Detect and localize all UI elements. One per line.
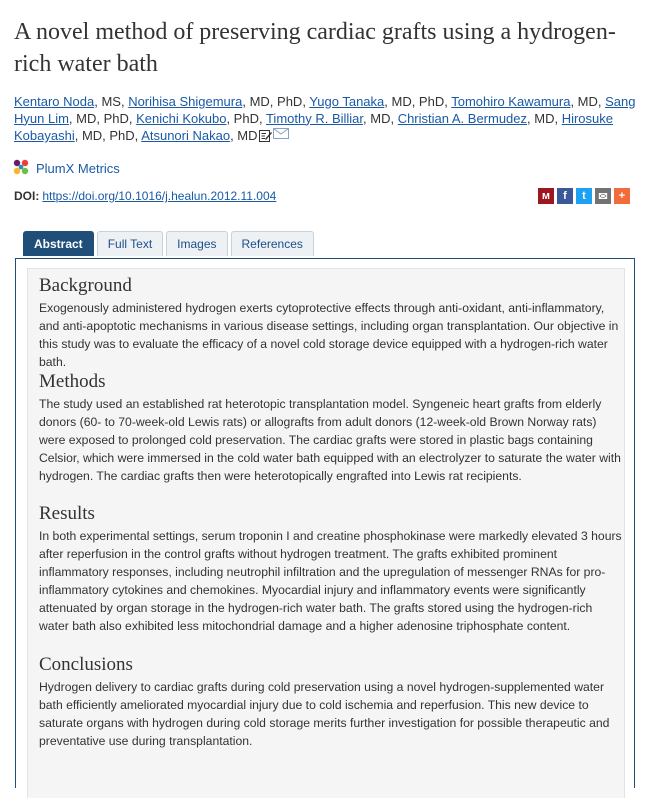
author-link[interactable]: Atsunori Nakao xyxy=(141,128,231,143)
author-degrees: , MD, PhD, xyxy=(242,94,310,109)
methods-text: The study used an established rat heterotopic transplantation model. Syngeneic heart grafts from elderly donors (60- to 70-week-old Lewis rats) or allografts from adult donors (12-week-old Brown Norway rats) were exposed to prolonged cold preservation. The cardiac grafts were stored in plastic bags containing Celsior, which were immersed in the cold water bath equipped with an electrolyzer to saturate the water with hydrogen. The cardiac grafts then were heterotopically engrafted into Lewis rat recipients. xyxy=(39,397,621,483)
background-heading: Background xyxy=(39,275,132,296)
author-link[interactable]: Sang Hyun Lim xyxy=(14,94,636,126)
edit-icon[interactable] xyxy=(259,129,272,147)
plumx-link[interactable]: PlumX Metrics xyxy=(36,160,120,176)
author-degrees: , MS, xyxy=(94,94,129,109)
article-title: A novel method of preserving cardiac grafts using a hydrogen-rich water bath xyxy=(14,19,616,77)
tab-images[interactable]: Images xyxy=(166,231,227,256)
tab-abstract[interactable]: Abstract xyxy=(23,231,94,256)
abstract-body xyxy=(27,268,625,798)
article-tabs xyxy=(23,231,314,256)
author-degrees: , MD, xyxy=(363,110,398,126)
tab-references[interactable]: References xyxy=(231,231,314,256)
mendeley-icon[interactable]: ᴍ xyxy=(538,188,554,204)
author-link[interactable]: Kentaro Noda xyxy=(14,94,95,109)
results-text: In both experimental settings, serum troponin I and creatine phosphokinase were markedly elevated 3 hours after reperfusion in the control grafts without hydrogen treatment. The grafts exhibited prominent inflammatory responses, including neutrophil infiltration and the upregulation of messenger RNAs for pro-inflammatory cytokines and chemokines. Myocardial injury and inflammatory events were significantly attenuated by organ storage in the hydrogen-rich water bath. The grafts stored using the hydrogen-rich water bath also exhibited less mitochondrial damage and a higher adenosine triphosphate content. xyxy=(39,529,622,633)
plumx-metrics[interactable] xyxy=(12,158,120,178)
abstract-panel xyxy=(15,258,635,788)
conclusions-text: Hydrogen delivery to cardiac grafts during cold preservation using a novel hydrogen-supplemented water bath efficiently ameliorated myocardial injury due to cold ischemia and reperfusion. This new device to saturate organs with hydrogen during cold storage merits further investigation for possible therapeutic and preventative use during transplantation. xyxy=(39,680,610,748)
more-share-icon[interactable]: + xyxy=(614,188,630,204)
author-link[interactable]: Hirosuke Kobayashi xyxy=(14,110,613,143)
author-degrees: , MD xyxy=(230,128,258,143)
tab-full-text[interactable]: Full Text xyxy=(97,231,163,256)
methods-heading: Methods xyxy=(39,371,106,392)
author-link[interactable]: Kenichi Kokubo xyxy=(136,110,227,126)
doi-link[interactable]: https://doi.org/10.1016/j.healun.2012.11.004 xyxy=(42,189,277,203)
author-list xyxy=(14,94,638,147)
doi-row xyxy=(14,189,276,203)
author-link[interactable]: Norihisa Shigemura xyxy=(128,94,243,109)
plumx-icon xyxy=(12,158,30,179)
author-degrees: , PhD, xyxy=(226,110,266,126)
author-link[interactable]: Timothy R. Billiar xyxy=(265,110,364,126)
author-link[interactable]: Tomohiro Kawamura xyxy=(451,94,571,109)
author-degrees: , MD, PhD, xyxy=(74,128,142,143)
author-degrees: , MD, xyxy=(570,94,606,109)
email-share-icon[interactable]: ✉ xyxy=(595,188,611,204)
author-link[interactable]: Christian A. Bermudez xyxy=(397,110,528,126)
mail-icon[interactable] xyxy=(273,127,289,144)
author-degrees: , MD, xyxy=(527,110,562,126)
author-link[interactable]: Yugo Tanaka xyxy=(309,94,385,109)
twitter-icon[interactable]: t xyxy=(576,188,592,204)
doi-label: DOI: xyxy=(14,189,40,203)
conclusions-heading: Conclusions xyxy=(39,654,133,675)
results-heading: Results xyxy=(39,503,95,524)
author-degrees: , MD, PhD, xyxy=(68,110,137,126)
author-degrees: , MD, PhD, xyxy=(384,94,452,109)
share-toolbar xyxy=(538,188,630,204)
facebook-icon[interactable]: f xyxy=(557,188,573,204)
background-text: Exogenously administered hydrogen exerts cytoprotective effects through anti-oxidant, anti-inflammatory, and anti-apoptotic mechanisms in various disease settings, including organ transplantation. Our objective in this study was to evaluate the efficacy of a novel cold storage device equipped with a hydrogen-rich water bath. xyxy=(39,301,619,369)
